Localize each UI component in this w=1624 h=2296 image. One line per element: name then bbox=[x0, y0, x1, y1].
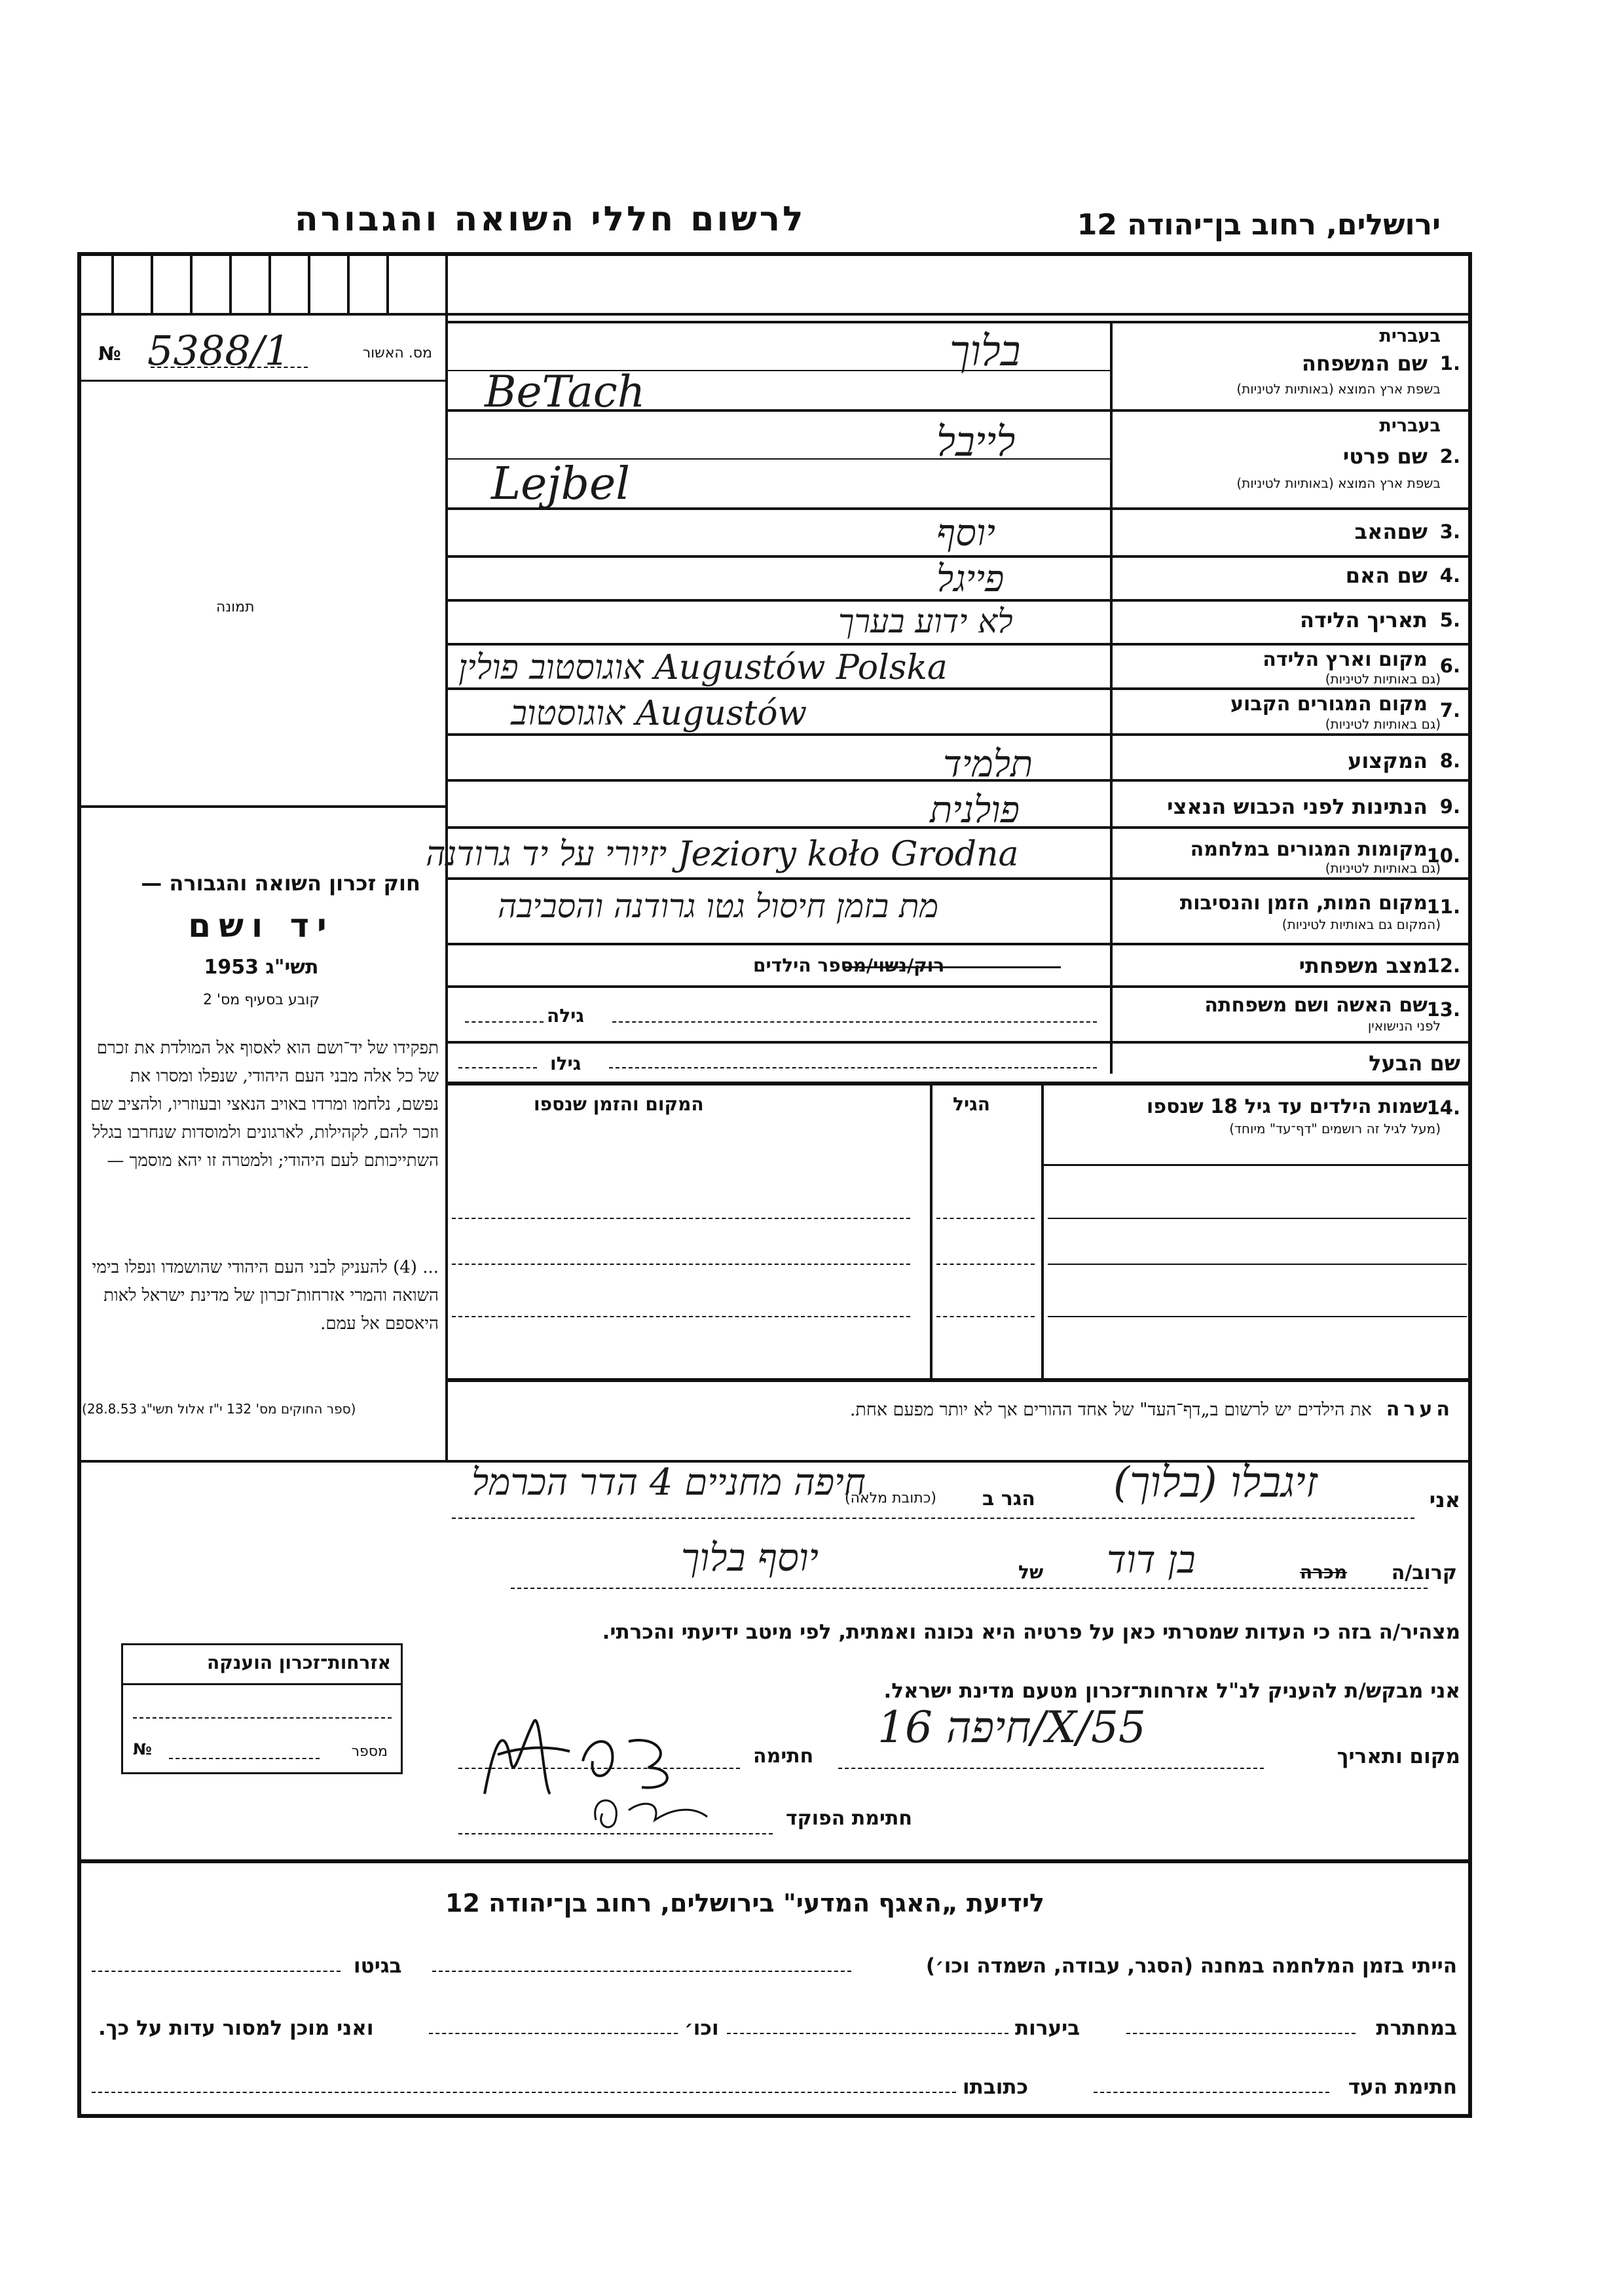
note-text: את הילדים יש לרשום ב„דף־העד" של אחד ההורים אך לא יותר מפעם אחת. bbox=[849, 1400, 1372, 1420]
mother-name-value: פייגל bbox=[936, 558, 1005, 600]
birth-place-value: אוגוסטוב פולין Augustów Polska bbox=[458, 648, 948, 687]
declarant-address: חיפה מחניים 4 הדר הכרמל bbox=[471, 1461, 866, 1504]
column-place: המקום והזמן שנספו bbox=[534, 1093, 704, 1115]
law-paragraph-2: ... (4) להעניק לבני העם היהודי שהושמדו ונפלו בימי השואה והמרי אזרחות־זכרון של מדינת ישראל לאות היאספם אל עמם. bbox=[92, 1258, 439, 1334]
registration-label: מס. האשור bbox=[362, 345, 432, 361]
family-name-latin: BeTach bbox=[485, 367, 646, 417]
place-date-value: חיפה 16/X/55 bbox=[877, 1702, 1147, 1753]
request-text: אני מבקש/ת להעניק לנ"ל אזרחות־זכרון מטעם מדינת ישראל. bbox=[883, 1679, 1460, 1703]
residence-value: אוגוסטוב Augustów bbox=[511, 694, 807, 733]
law-clause: קובע בסעיף מס' 2 bbox=[202, 992, 320, 1008]
wartime-residence-value: יזיורי על יד גרודנה Jeziory koło Grodna bbox=[426, 835, 1019, 874]
law-source: (ספר החוקים מס' 132 י"ז אלול תשי"ג 28.8.53) bbox=[82, 1401, 356, 1417]
no-symbol: № bbox=[98, 342, 121, 365]
photo-label: תמונה bbox=[216, 599, 255, 615]
yad-vashem-title: יד ושם bbox=[188, 907, 335, 945]
first-name-latin: Lejbel bbox=[491, 458, 631, 510]
note-title: הערה bbox=[1386, 1398, 1454, 1421]
profession-value: תלמיד bbox=[943, 743, 1033, 786]
struck-option: מכרה bbox=[1300, 1561, 1348, 1583]
registration-number-row bbox=[98, 327, 432, 374]
statement-text: מצהיר/ה בזה כי העדות שמסרתי כאן על פרטיה היא נכונה ואמתית, לפי מיטב ידיעתי והכרתי. bbox=[602, 1620, 1460, 1644]
registration-number: 5388/1 bbox=[147, 327, 291, 374]
testimony-page: ירושלים, רחוב בן־יהודה 12 לרשום חללי השואה והגבורה № 5388/1 מס. האשור תמונה בעברית 1. שם המשפחה בשפת ארץ המוצא (באותיות לטיניות) בלוך BeTach בעברית 2. שם פרטי בשפת ארץ המוצא (באותיות לטיניות) לייבל Lejbel 3. שםהאב יוסף 4. שם האם פייגל 5. תאריך הלידה לא ידוע בערך 6. מקום וארץ הלידה (גם באותיות לטיניות) אוגוסטוב פולין Augustów Polska 7. מקום המגורים הקבוע (גם באותיות לטיניות) אוגוסטוב Augustów 8. המקצוע תלמיד 9. הנתינות לפני הכבוש הנאצי פולנית 10. מקומות המגורים במלחמה (גם באותיות לטיניות) יזיורי על יד גרודנה Jeziory koło Grodna 11. מקום המות, הזמן והנסיבות (המקום גם באותיות לטיניות) מת בזמן חיסול גטו גרודנה והסביבה 12. מצב משפחתי רוק/נשוי/מספר הילדים 13. שם האשה ושם משפחתה לפני הנישואין גילה שם הבעל גילו 14. שמות הילדים עד גיל 18 שנספו (מעל לגיל זה רושמים "דף־עד" מיוחד) הגיל המקום והזמן שנספו חוק זכרון השואה והגבורה — יד ושם תשי"ג 1953 קובע בסעיף מס' 2 תפקידו של יד־ושם הוא לאסוף אל המולדת את זכרם של כל אלה מבני העם היהודי, שנפלו ומסרו את נפשם, נלחמו ומרדו באויב הנאצי ובעוזריו, ולהציב שם וזכר להם, לקהילות, לארגונים ולמוסדות שנחרבו בגלל השתייכותם לעם היהודי; ולמטרה זו יהא מוסמך — ... (4) להעניק לבני העם היהודי שהושמדו ונפלו בימי השואה והמרי אזרחות־זכרון של מדינת ישראל לאות היאספם אל עמם. (ספר החוקים מס' 132 י"ז אלול תשי"ג 28.8.53) הערה את הילדים יש לרשום ב„דף־העד" של אחד ההורים אך לא יותר מפעם אחת. אני זיגבלו (בלוך) הגר ב (כתובת מלאה) חיפה מחניים 4 הדר הכרמל קרוב/ה מכרה בן דוד של יוסף בלוך מצהיר/ה בזה כי העדות שמסרתי כאן על פרטיה היא נכונה ואמתית, לפי מיטב ידיעתי והכרתי. אני מבקש/ת להעניק לנ"ל אזרחות־זכרון מטעם מדינת ישראל. מקום ותאריך חיפה 16/X/55 חתימה חתימת הפוקד אזרחות־זכרון הוענקה מספר № לידיעת „האגף המדעי" בירושלים, רחוב בן־יהודה 12 הייתי בזמן המלחמה במחנה (הסגר, עבודה, השמדה וכו׳) בגיטו במחתרת ביערות וכו׳ ואני מוכן למסור עדות על כך. חתימת העד כתובתו bbox=[0, 0, 1624, 2296]
header-address: ירושלים, רחוב בן־יהודה 12 bbox=[1077, 208, 1441, 242]
death-value: מת בזמן חיסול גטו גרודנה והסביבה bbox=[498, 887, 939, 925]
law-title: חוק זכרון השואה והגבורה — bbox=[141, 871, 420, 896]
law-paragraph-1: תפקידו של יד־ושם הוא לאסוף אל המולדת את זכרם של כל אלה מבני העם היהודי, שנפלו ומסרו את נפשם, נלחמו ומרדו באויב הנאצי ובעוזריו, ולהציב שם וזכר להם, לקהילות, לארגונים ולמוסדות שנחרבו בגלל השתייכותם לעם היהודי; ולמטרה זו יהא מוסמך — bbox=[90, 1038, 439, 1171]
form-frame bbox=[77, 252, 1472, 2118]
family-name-hebrew: בלוך bbox=[950, 327, 1021, 376]
column-age: הגיל bbox=[953, 1093, 990, 1115]
official-signature bbox=[576, 1781, 733, 1840]
birth-date-value: לא ידוע בערך bbox=[838, 602, 1013, 640]
marital-status-options: רוק/נשוי/מספר הילדים bbox=[753, 955, 945, 976]
citizenship-value: פולנית bbox=[930, 789, 1020, 831]
first-name-hebrew: לייבל bbox=[936, 418, 1016, 465]
info-title: לידיעת „האגף המדעי" בירושלים, רחוב בן־יהודה 12 bbox=[445, 1889, 1044, 1918]
header-title: לרשום חללי השואה והגבורה bbox=[295, 200, 806, 239]
note-row bbox=[850, 1398, 1454, 1421]
relative-of-value: יוסף בלוך bbox=[681, 1535, 819, 1580]
father-name-value: יוסף bbox=[936, 512, 995, 555]
declarant-name: זיגבלו (בלוך) bbox=[1113, 1459, 1318, 1507]
law-year: תשי"ג 1953 bbox=[204, 956, 319, 979]
certificate-title: אזרחות־זכרון הוענקה bbox=[207, 1652, 391, 1673]
certificate-box: אזרחות־זכרון הוענקה מספר № bbox=[121, 1643, 403, 1774]
relation-value: בן דוד bbox=[1107, 1537, 1196, 1582]
